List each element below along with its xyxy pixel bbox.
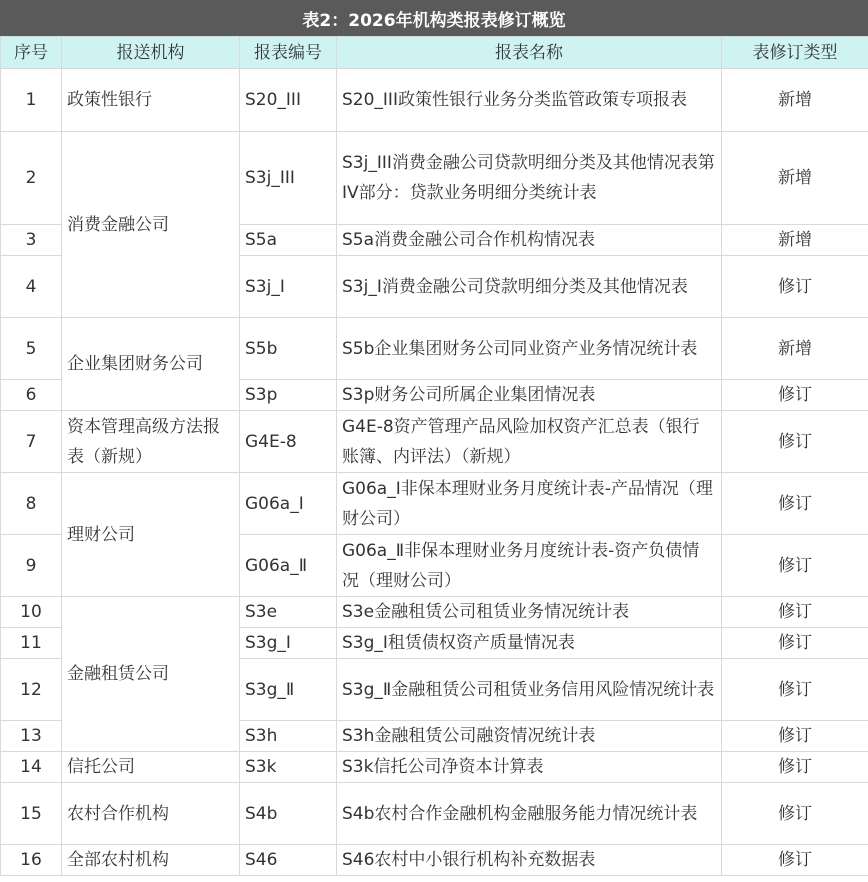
- name-cell: S3j_III消费金融公司贷款明细分类及其他情况表第IV部分：贷款业务明细分类统计表: [337, 132, 722, 225]
- row-no: 2: [1, 132, 62, 225]
- table-row: [1, 411, 868, 473]
- org-cell: 企业集团财务公司: [62, 318, 240, 411]
- type-cell: 修订: [722, 752, 868, 783]
- row-no: 10: [1, 597, 62, 628]
- type-cell: 修订: [722, 535, 868, 597]
- table-header-row: [1, 37, 868, 69]
- table-title: 表2：2026年机构类报表修订概览: [0, 0, 868, 36]
- type-cell: 新增: [722, 69, 868, 132]
- name-cell: S3g_Ⅱ金融租赁公司租赁业务信用风险情况统计表: [337, 659, 722, 721]
- row-no: 11: [1, 628, 62, 659]
- type-cell: 修订: [722, 597, 868, 628]
- name-cell: S3k信托公司净资本计算表: [337, 752, 722, 783]
- code-cell: S5b: [240, 318, 337, 380]
- org-cell: 金融租赁公司: [62, 597, 240, 752]
- type-cell: 修订: [722, 721, 868, 752]
- org-cell: 政策性银行: [62, 69, 240, 132]
- code-cell: G4E-8: [240, 411, 337, 473]
- report-revision-table: [0, 36, 868, 876]
- row-no: 16: [1, 845, 62, 876]
- type-cell: 新增: [722, 132, 868, 225]
- table-row: [1, 597, 868, 628]
- code-cell: S3p: [240, 380, 337, 411]
- name-cell: S3g_Ⅰ租赁债权资产质量情况表: [337, 628, 722, 659]
- row-no: 13: [1, 721, 62, 752]
- type-cell: 修订: [722, 659, 868, 721]
- name-cell: G4E-8资产管理产品风险加权资产汇总表（银行账簿、内评法）（新规）: [337, 411, 722, 473]
- type-cell: 修订: [722, 380, 868, 411]
- code-cell: S5a: [240, 225, 337, 256]
- name-cell: S5b企业集团财务公司同业资产业务情况统计表: [337, 318, 722, 380]
- row-no: 9: [1, 535, 62, 597]
- row-no: 5: [1, 318, 62, 380]
- row-no: 4: [1, 256, 62, 318]
- code-cell: S4b: [240, 783, 337, 845]
- org-cell: 信托公司: [62, 752, 240, 783]
- name-cell: S3j_I消费金融公司贷款明细分类及其他情况表: [337, 256, 722, 318]
- row-no: 6: [1, 380, 62, 411]
- row-no: 7: [1, 411, 62, 473]
- header-code: 报表编号: [240, 37, 337, 69]
- table-row: [1, 752, 868, 783]
- type-cell: 修订: [722, 783, 868, 845]
- table-row: [1, 69, 868, 132]
- table-row: [1, 473, 868, 535]
- name-cell: S5a消费金融公司合作机构情况表: [337, 225, 722, 256]
- code-cell: S3g_Ⅰ: [240, 628, 337, 659]
- org-cell: 农村合作机构: [62, 783, 240, 845]
- table-row: [1, 318, 868, 380]
- type-cell: 新增: [722, 318, 868, 380]
- code-cell: G06a_Ⅰ: [240, 473, 337, 535]
- type-cell: 新增: [722, 225, 868, 256]
- name-cell: S3h金融租赁公司融资情况统计表: [337, 721, 722, 752]
- org-cell: 消费金融公司: [62, 132, 240, 318]
- type-cell: 修订: [722, 473, 868, 535]
- row-no: 12: [1, 659, 62, 721]
- code-cell: S20_III: [240, 69, 337, 132]
- row-no: 15: [1, 783, 62, 845]
- name-cell: S46农村中小银行机构补充数据表: [337, 845, 722, 876]
- name-cell: S3p财务公司所属企业集团情况表: [337, 380, 722, 411]
- code-cell: S3h: [240, 721, 337, 752]
- header-no: 序号: [1, 37, 62, 69]
- name-cell: G06a_Ⅰ非保本理财业务月度统计表-产品情况（理财公司）: [337, 473, 722, 535]
- table-row: [1, 132, 868, 225]
- org-cell: 资本管理高级方法报表（新规）: [62, 411, 240, 473]
- type-cell: 修订: [722, 845, 868, 876]
- code-cell: S3k: [240, 752, 337, 783]
- code-cell: S3j_I: [240, 256, 337, 318]
- name-cell: S3e金融租赁公司租赁业务情况统计表: [337, 597, 722, 628]
- row-no: 14: [1, 752, 62, 783]
- name-cell: S4b农村合作金融机构金融服务能力情况统计表: [337, 783, 722, 845]
- type-cell: 修订: [722, 411, 868, 473]
- code-cell: S3e: [240, 597, 337, 628]
- org-cell: 全部农村机构: [62, 845, 240, 876]
- type-cell: 修订: [722, 628, 868, 659]
- header-org: 报送机构: [62, 37, 240, 69]
- row-no: 1: [1, 69, 62, 132]
- header-name: 报表名称: [337, 37, 722, 69]
- row-no: 3: [1, 225, 62, 256]
- table-row: [1, 845, 868, 876]
- header-type: 表修订类型: [722, 37, 868, 69]
- row-no: 8: [1, 473, 62, 535]
- type-cell: 修订: [722, 256, 868, 318]
- name-cell: S20_III政策性银行业务分类监管政策专项报表: [337, 69, 722, 132]
- org-cell: 理财公司: [62, 473, 240, 597]
- name-cell: G06a_Ⅱ非保本理财业务月度统计表-资产负债情况（理财公司）: [337, 535, 722, 597]
- code-cell: S3g_Ⅱ: [240, 659, 337, 721]
- code-cell: S3j_III: [240, 132, 337, 225]
- table-row: [1, 783, 868, 845]
- code-cell: G06a_Ⅱ: [240, 535, 337, 597]
- code-cell: S46: [240, 845, 337, 876]
